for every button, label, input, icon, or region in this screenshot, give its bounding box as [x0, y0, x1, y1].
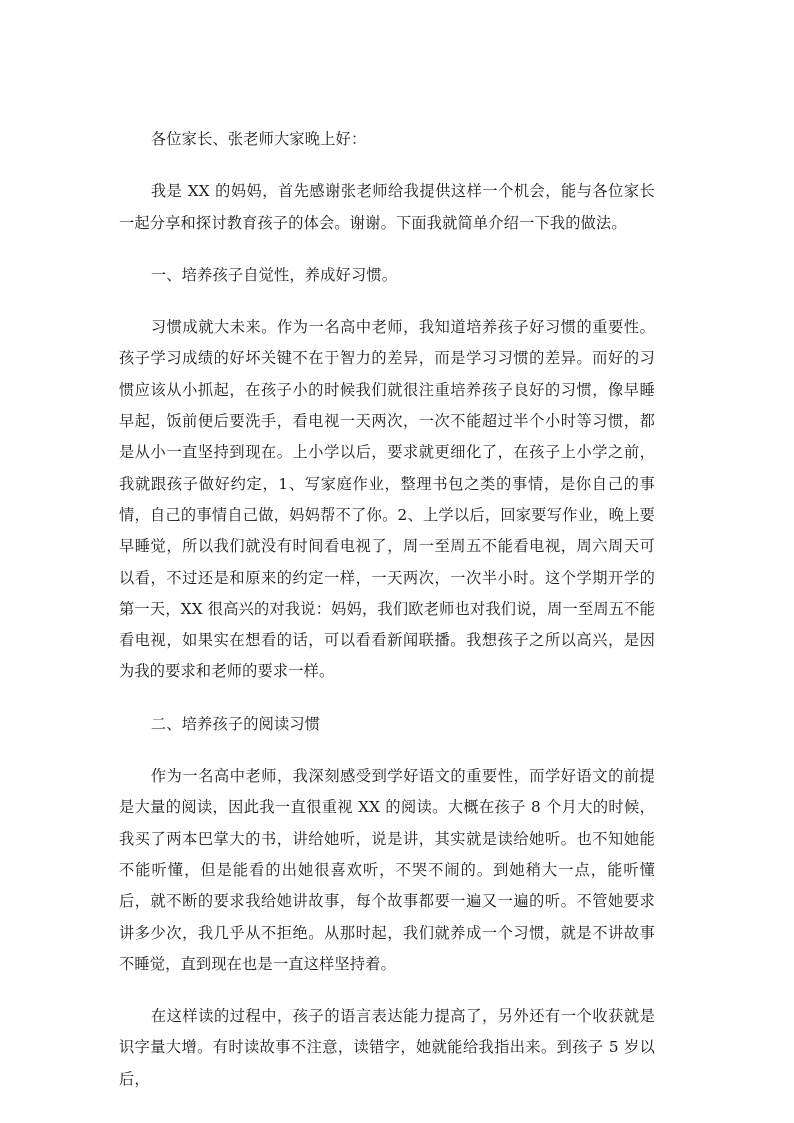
intro-paragraph: 我是 XX 的妈妈，首先感谢张老师给我提供这样一个机会，能与各位家长一起分享和探讨教育孩子的体会。谢谢。下面我就简单介绍一下我的做法。	[119, 182, 655, 232]
section-2-paragraph-2: 在这样读的过程中，孩子的语言表达能力提高了，另外还有一个收获就是识字量大增。有时读故事不注意，读错字，她就能给我指出来。到孩子 5 岁以后，	[119, 1007, 655, 1088]
salutation: 各位家长、张老师大家晚上好：	[150, 130, 367, 148]
section-1-paragraph: 习惯成就大未来。作为一名高中老师，我知道培养孩子好习惯的重要性。孩子学习成绩的好坏关键不在于智力的差异，而是学习习惯的差异。而好的习惯应该从小抓起，在孩子小的时候我们就很注重培养孩子良好的习惯，像早睡早起，饭前便后要洗手，看电视一天两次，一次不能超过半个小时等习惯，都是从小一直坚持到现在。上小学以后，要求就更细化了，在孩子上小学之前，我就跟孩子做好约定，1、写家庭作业，整理书包之类的事情，是你自己的事情，自己的事情自己做，妈妈帮不了你。2、上学以后，回家要写作业，晚上要早睡觉，所以我们就没有时间看电视了，周一至周五不能看电视，周六周天可以看，不过还是和原来的约定一样，一天两次，一次半小时。这个学期开学的第一天，XX 很高兴的对我说：妈妈，我们欧老师也对我们说，周一至周五不能看电视，如果实在想看的话，可以看看新闻联播。我想孩子之所以高兴，是因为我的要求和老师的要求一样。	[119, 318, 655, 681]
section-heading-1: 一、培养孩子自觉性，养成好习惯。	[150, 265, 398, 284]
section-heading-2: 二、培养孩子的阅读习惯	[150, 714, 321, 733]
document-body	[119, 124, 655, 1116]
section-2-paragraph-1: 作为一名高中老师，我深刻感受到学好语文的重要性，而学好语文的前提是大量的阅读，因此我一直很重视 XX 的阅读。大概在孩子 8 个月大的时候，我买了两本巴掌大的书，讲给她听，说是讲，其实就是读给她听。也不知她能不能听懂，但是能看的出她很喜欢听，不哭不闹的。到她稍大一点，能听懂后，就不断的要求我给她讲故事，每个故事都要一遍又一遍的听。不管她要求讲多少次，我几乎从不拒绝。从那时起，我们就养成一个习惯，就是不讲故事不睡觉，直到现在也是一直这样坚持着。	[119, 767, 655, 973]
